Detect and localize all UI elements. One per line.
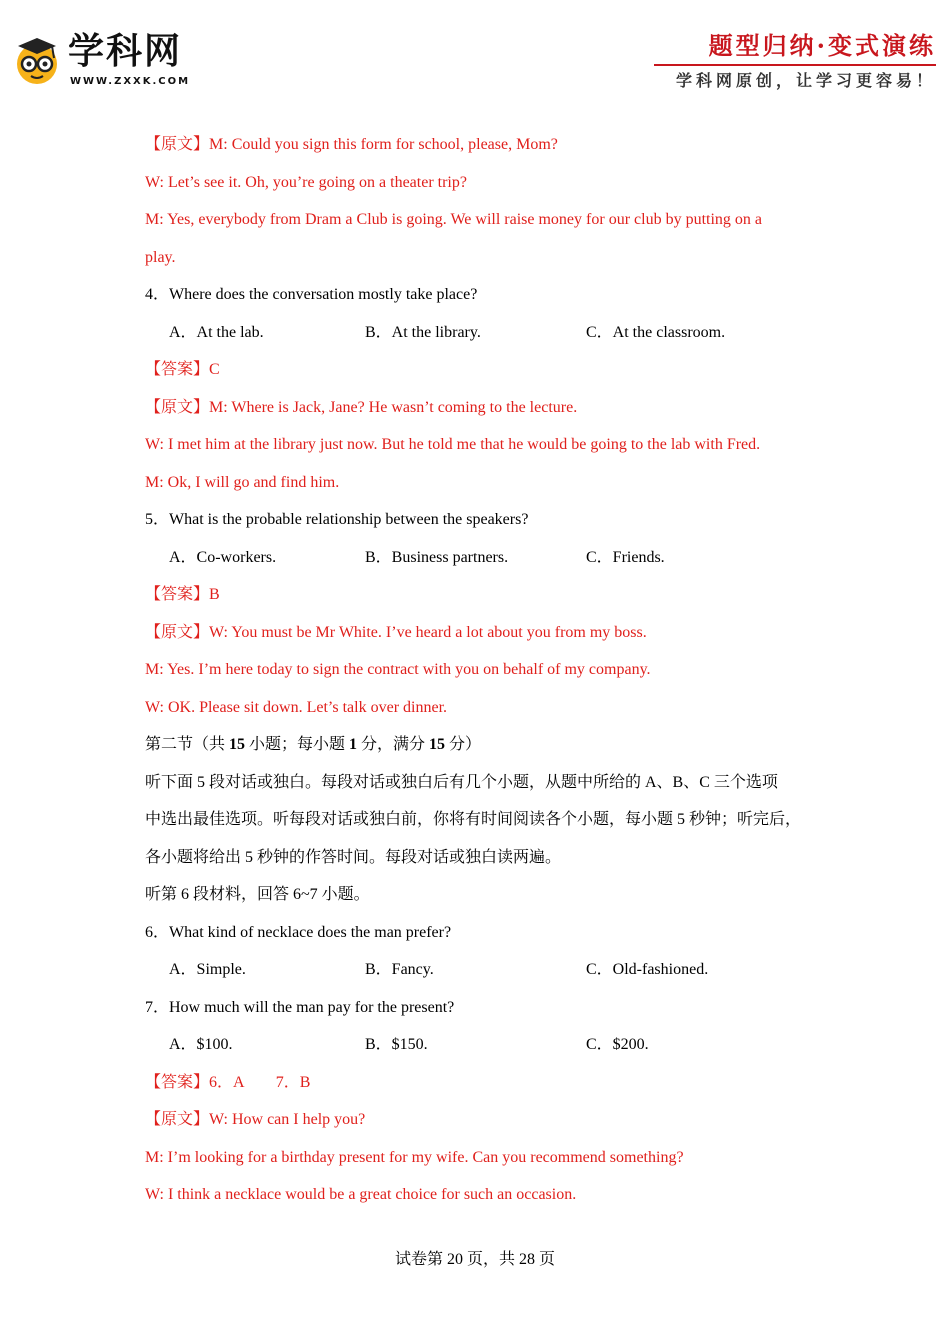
logo-url: WWW.ZXXK.COM	[70, 76, 191, 87]
daan-label: 【答案】	[145, 1073, 210, 1091]
transcript-text: W: You must be Mr White. I’ve heard a lot about you from my boss.	[209, 623, 647, 641]
option-a: A．Co-workers.	[169, 548, 277, 566]
section-number: 15	[429, 736, 446, 753]
transcript-line: M: Ok, I will go and find him.	[145, 473, 340, 491]
question-stem: 6．What kind of necklace does the man prefer?	[145, 923, 452, 941]
instruction-line: 听第 6 段材料，回答 6~7 小题。	[145, 886, 370, 903]
option-a: A．$100.	[169, 1036, 233, 1053]
transcript-line	[145, 389, 825, 427]
option-a: A．At the lab.	[169, 323, 264, 341]
transcript-line: W: I met him at the library just now. But he told me that he would be going to the lab with Fred.	[145, 436, 761, 453]
question-stem: 4．Where does the conversation mostly take place?	[145, 286, 478, 303]
instruction-line: 中选出最佳选项。听每段对话或独白前，你将有时间阅读各个小题，每小题 5 秒钟；听完后，	[145, 811, 802, 828]
instruction-line: 各小题将给出 5 秒钟的作答时间。每段对话或独白读两遍。	[145, 848, 562, 866]
transcript-line: W: OK. Please sit down. Let’s talk over dinner.	[145, 698, 448, 716]
slogan	[636, 30, 936, 92]
logo-text: 学科网	[68, 31, 183, 72]
answer-value: 6．A 7．B	[209, 1073, 311, 1091]
page-header	[0, 0, 950, 110]
page-content	[145, 126, 825, 1214]
owl-mascot-icon	[12, 34, 62, 86]
answer-options	[145, 539, 825, 577]
section-heading	[145, 726, 825, 764]
section-text: 分，满分	[361, 736, 426, 753]
option-c: C．Friends.	[586, 548, 665, 566]
answer-line	[145, 1064, 825, 1102]
zxxk-logo[interactable]	[12, 30, 212, 94]
answer-line	[145, 351, 825, 389]
transcript-line: M: I’m looking for a birthday present for my wife. Can you recommend something?	[145, 1148, 684, 1166]
transcript-line: M: Yes. I’m here today to sign the contract with you on behalf of my company.	[145, 661, 651, 678]
option-c: C．At the classroom.	[586, 323, 726, 341]
transcript-line: M: Yes, everybody from Dram a Club is going. We will raise money for our club by putting on a	[145, 211, 762, 228]
option-b: B．$150.	[365, 1036, 428, 1053]
page-number: 试卷第 20 页，共 28 页	[394, 1251, 555, 1268]
section-number: 15	[229, 736, 246, 753]
transcript-text: M: Could you sign this form for school, please, Mom?	[209, 136, 558, 153]
section-text: 小题；每小题	[249, 736, 346, 753]
transcript-line: play.	[145, 248, 176, 266]
answer-options	[145, 1026, 825, 1064]
option-a: A．Simple.	[169, 961, 246, 978]
yuanwen-label: 【原文】	[145, 623, 210, 641]
section-number: 1	[349, 736, 358, 753]
answer-options	[145, 951, 825, 989]
transcript-line: W: I think a necklace would be a great choice for such an occasion.	[145, 1186, 577, 1203]
answer-line	[145, 576, 825, 614]
question-stem: 5．What is the probable relationship between the speakers?	[145, 511, 529, 528]
option-b: B．Fancy.	[365, 961, 434, 978]
section-text: 第二节（共	[145, 736, 226, 753]
answer-value: C	[209, 361, 220, 378]
option-b: B．At the library.	[365, 323, 481, 341]
yuanwen-label: 【原文】	[145, 1111, 210, 1128]
transcript-line	[145, 126, 825, 164]
yuanwen-label: 【原文】	[145, 136, 210, 153]
slogan-divider	[654, 64, 936, 66]
answer-value: B	[209, 586, 220, 603]
slogan-subtitle: 学科网原创，让学习更容易！	[675, 71, 936, 90]
transcript-line	[145, 1101, 825, 1139]
option-c: C．$200.	[586, 1036, 649, 1053]
daan-label: 【答案】	[145, 586, 210, 603]
transcript-text: W: How can I help you?	[209, 1111, 366, 1128]
transcript-text: M: Where is Jack, Jane? He wasn’t coming to the lecture.	[209, 398, 578, 416]
option-c: C．Old-fashioned.	[586, 961, 709, 978]
transcript-line: W: Let’s see it. Oh, you’re going on a theater trip?	[145, 173, 467, 191]
transcript-line	[145, 614, 825, 652]
yuanwen-label: 【原文】	[145, 398, 210, 416]
slogan-title: 题型归纳·变式演练	[708, 31, 936, 60]
daan-label: 【答案】	[145, 361, 210, 378]
option-b: B．Business partners.	[365, 548, 509, 566]
instruction-line: 听下面 5 段对话或独白。每段对话或独白后有几个小题，从题中所给的 A、B、C 三个选项	[145, 773, 778, 791]
section-text: 分）	[449, 736, 482, 753]
question-stem: 7．How much will the man pay for the present?	[145, 998, 455, 1016]
answer-options	[145, 314, 825, 352]
